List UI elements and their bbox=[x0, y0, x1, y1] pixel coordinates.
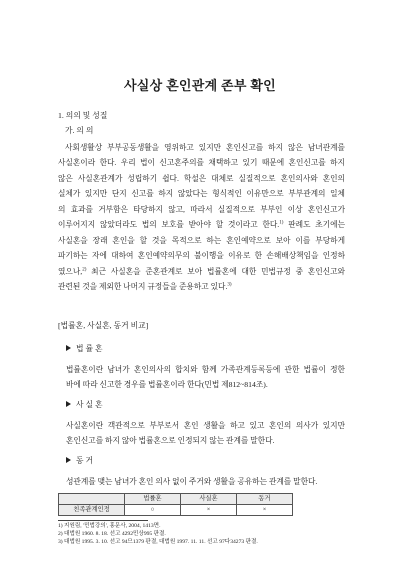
footnotes bbox=[58, 522, 258, 546]
table-cell: ○ bbox=[125, 505, 181, 516]
footnote-marker: 1) bbox=[279, 220, 284, 226]
triangle-bullet-icon bbox=[66, 457, 71, 463]
item-description bbox=[66, 474, 345, 489]
footnote-marker: 2) bbox=[82, 266, 87, 272]
section-heading: 1. 의의 및 성질 bbox=[58, 111, 108, 120]
footnote: 1) 지원림, '민법강의', 홍문사, 2004, 1413면. bbox=[58, 523, 161, 529]
subsection-heading: 가. 의 의 bbox=[65, 126, 94, 135]
paragraph-line: 사실혼을 장래 혼인을 할 것을 목적으로 하는 혼인예약으로 보아 이를 부당하게 bbox=[58, 235, 345, 245]
table-header-cell: 사실혼 bbox=[181, 494, 237, 505]
item-description bbox=[66, 362, 345, 392]
paragraph-line: 사회생활상 부부공동생활을 영위하고 있지만 혼인신고를 하지 않은 남녀관계를 bbox=[65, 142, 345, 152]
paragraph-text: 관련된 것을 제외한 나머지 규정들을 준용하고 있다. bbox=[58, 282, 228, 291]
item-label: 사 실 혼 bbox=[76, 400, 103, 409]
paragraph-line: 않은 사실혼관계가 성립하기 쉽다. 학설은 대체로 실질적으로 혼인의사와 혼인의 bbox=[58, 173, 345, 183]
table-header-row bbox=[59, 494, 293, 505]
paragraph-text: 판례도 초기에는 bbox=[283, 220, 346, 229]
comparison-item-legal-marriage bbox=[66, 341, 103, 357]
triangle-bullet-icon bbox=[66, 401, 71, 407]
document-title: 사실상 혼인관계 존부 확인 bbox=[123, 78, 277, 93]
table-header-cell bbox=[59, 494, 125, 505]
paragraph-line: 의 효과를 거부함은 타당하지 않고, 따라서 실질적으로 부부인 이상 혼인신고가 bbox=[58, 204, 345, 214]
paragraph-text: 이루어지지 않았더라도 법의 보호를 받아야 할 것이라고 한다. bbox=[58, 220, 280, 229]
table-cell: × bbox=[237, 505, 293, 516]
description-line: 바에 따라 신고한 경우를 법률혼이라 한다(민법 제812~814조). bbox=[66, 379, 268, 389]
triangle-bullet-icon bbox=[66, 345, 71, 351]
footnote: 3) 대법원 1995. 3. 10. 선고 94므1379 판결, 대법원 1997. 11. 11. 선고 97다34273 판결. bbox=[58, 539, 258, 545]
item-label: 동 거 bbox=[76, 456, 94, 465]
description-line: 성관계를 맺는 남녀가 혼인 의사 없이 주거와 생활을 공유하는 관계를 말한다. bbox=[66, 476, 318, 486]
definition-paragraph bbox=[58, 140, 345, 295]
description-line: 법률혼이란 남녀가 혼인의사의 합치와 함께 가족관계등록등에 관한 법률이 정한 bbox=[66, 364, 345, 374]
table-cell: × bbox=[181, 505, 237, 516]
paragraph-line: 실체가 있지만 단지 신고를 하지 않았다는 형식적인 이유만으로 부부관계의 일체 bbox=[58, 189, 345, 198]
comparison-table bbox=[58, 493, 293, 516]
table-header-cell: 동거 bbox=[237, 494, 293, 505]
paragraph-text: 최근 사실혼을 준혼관계로 보아 법률혼에 대한 민법규정 중 혼인신고와 bbox=[86, 266, 345, 276]
paragraph-line bbox=[58, 279, 345, 295]
item-description bbox=[66, 418, 345, 448]
description-line: 혼인신고를 하지 않아 법률혼으로 인정되지 않는 관계를 말한다. bbox=[66, 435, 275, 445]
table-row-header: 친족관계인정 bbox=[59, 505, 125, 516]
footnote-separator bbox=[58, 520, 148, 521]
description-line: 사실혼이란 객관적으로 부부로서 혼인 생활을 하고 있고 혼인의 의사가 있지만 bbox=[66, 420, 345, 430]
paragraph-line bbox=[58, 217, 345, 233]
table-row bbox=[59, 505, 293, 516]
item-label: 법 률 혼 bbox=[76, 344, 103, 353]
comparison-heading: [법률혼, 사실혼, 동거 비교] bbox=[58, 321, 149, 330]
paragraph-line: 사실혼이라 한다. 우리 법이 신고혼주의를 채택하고 있기 때문에 혼인신고를 하지 bbox=[58, 158, 345, 167]
comparison-item-de-facto-marriage bbox=[66, 397, 103, 413]
paragraph-line: 파기하는 자에 대하여 혼인예약의무의 불이행을 이유로 한 손해배상책임을 인정하 bbox=[58, 251, 345, 260]
paragraph-text: 였으나, bbox=[58, 266, 83, 276]
paragraph-line bbox=[58, 264, 345, 280]
footnote: 2) 대법원 1960. 8. 18. 선고 4292민상995 판결. bbox=[58, 531, 166, 537]
table-header-cell: 법률혼 bbox=[125, 494, 181, 505]
comparison-item-cohabitation bbox=[66, 453, 93, 469]
footnote-marker: 3) bbox=[227, 282, 232, 288]
